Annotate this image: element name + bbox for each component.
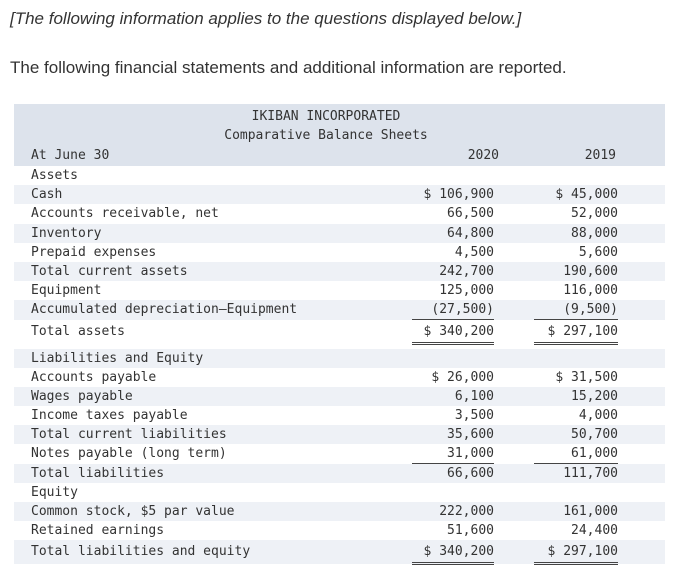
table-row [14,521,665,540]
statement-title: Comparative Balance Sheets [224,128,428,143]
table-row [14,387,665,406]
value-2020: (27,500) [412,300,494,320]
value-2020: 35,600 [447,427,494,443]
value-2019: 88,000 [571,225,618,241]
table-row [14,262,665,281]
value-2020: 242,700 [439,263,494,279]
value-2020: 64,800 [447,225,494,241]
row-label: Inventory [31,225,102,241]
value-2019: 15,200 [571,388,618,404]
row-label: Accounts receivable, net [31,206,219,222]
value-2020: $ 340,200 [412,542,494,565]
value-2020: 4,500 [412,243,494,263]
value-2020: $ 26,000 [431,369,494,385]
table-row [14,464,665,483]
value-2019: 116,000 [563,283,618,299]
row-label: Total liabilities and equity [31,544,251,560]
table-row [14,243,665,262]
table-row [14,483,665,502]
row-label: Total liabilities [31,465,165,481]
row-label: Total assets [31,323,125,339]
value-2019: 5,600 [534,243,618,263]
value-2020: 6,100 [454,388,494,404]
table-row [14,425,665,444]
period-label: At June 30 [31,148,110,163]
value-2019: $ 297,100 [534,322,618,345]
value-2019: $ 45,000 [555,187,618,203]
value-2019: 190,600 [563,263,618,279]
balance-sheet-header [14,104,665,166]
row-label: Income taxes payable [31,408,188,424]
table-row [14,300,665,319]
value-2019: 24,400 [534,521,618,541]
table-row [14,349,665,368]
row-label: Accumulated depreciation—Equipment [31,302,298,318]
table-row [14,320,665,344]
column-header-2020: 2020 [467,148,499,163]
table-row [14,204,665,223]
table-row [14,444,665,463]
value-2020: 125,000 [439,283,494,299]
table-row [14,502,665,521]
table-row [14,281,665,300]
value-2020: 222,000 [439,504,494,519]
column-header-2019: 2019 [584,148,616,163]
intro-note: [The following information applies to the questions displayed below.] [10,9,522,28]
row-label: Total current liabilities [31,427,227,443]
row-label: Prepaid expenses [31,244,157,260]
value-2020: 51,600 [412,521,494,541]
value-2020: 3,500 [412,406,494,426]
value-2020: $ 340,200 [412,322,494,345]
value-2020: $ 106,900 [423,187,494,203]
row-label: Equity [31,484,78,500]
company-name: IKIBAN INCORPORATED [251,109,401,124]
value-2019: 61,000 [534,444,618,464]
value-2019: 111,700 [563,465,618,481]
balance-sheet-rows [14,166,665,564]
table-row [14,166,665,185]
table-row [14,185,665,204]
balance-sheet [14,104,665,564]
table-row [14,224,665,243]
value-2019: 52,000 [571,206,618,222]
row-label: Common stock, $5 par value [31,504,235,519]
value-2020: 66,500 [447,206,494,222]
value-2019: 161,000 [563,504,618,519]
row-label: Assets [31,168,78,183]
intro-statement: The following financial statements and additional information are reported. [10,58,567,77]
value-2020: 66,600 [447,465,494,481]
table-row [14,368,665,387]
row-label: Retained earnings [31,523,165,539]
value-2019: 4,000 [534,406,618,426]
row-label: Wages payable [31,388,133,404]
row-label: Cash [31,187,63,203]
row-label: Equipment [31,283,102,299]
row-label: Notes payable (long term) [31,446,227,462]
row-label: Accounts payable [31,369,157,385]
row-label: Liabilities and Equity [31,350,204,366]
value-2019: $ 297,100 [534,542,618,565]
value-2019: 50,700 [571,427,618,443]
value-2019: (9,500) [534,300,618,320]
row-label: Total current assets [31,263,188,279]
table-row [14,540,665,564]
value-2019: $ 31,500 [555,369,618,385]
table-row [14,406,665,425]
value-2020: 31,000 [412,444,494,464]
